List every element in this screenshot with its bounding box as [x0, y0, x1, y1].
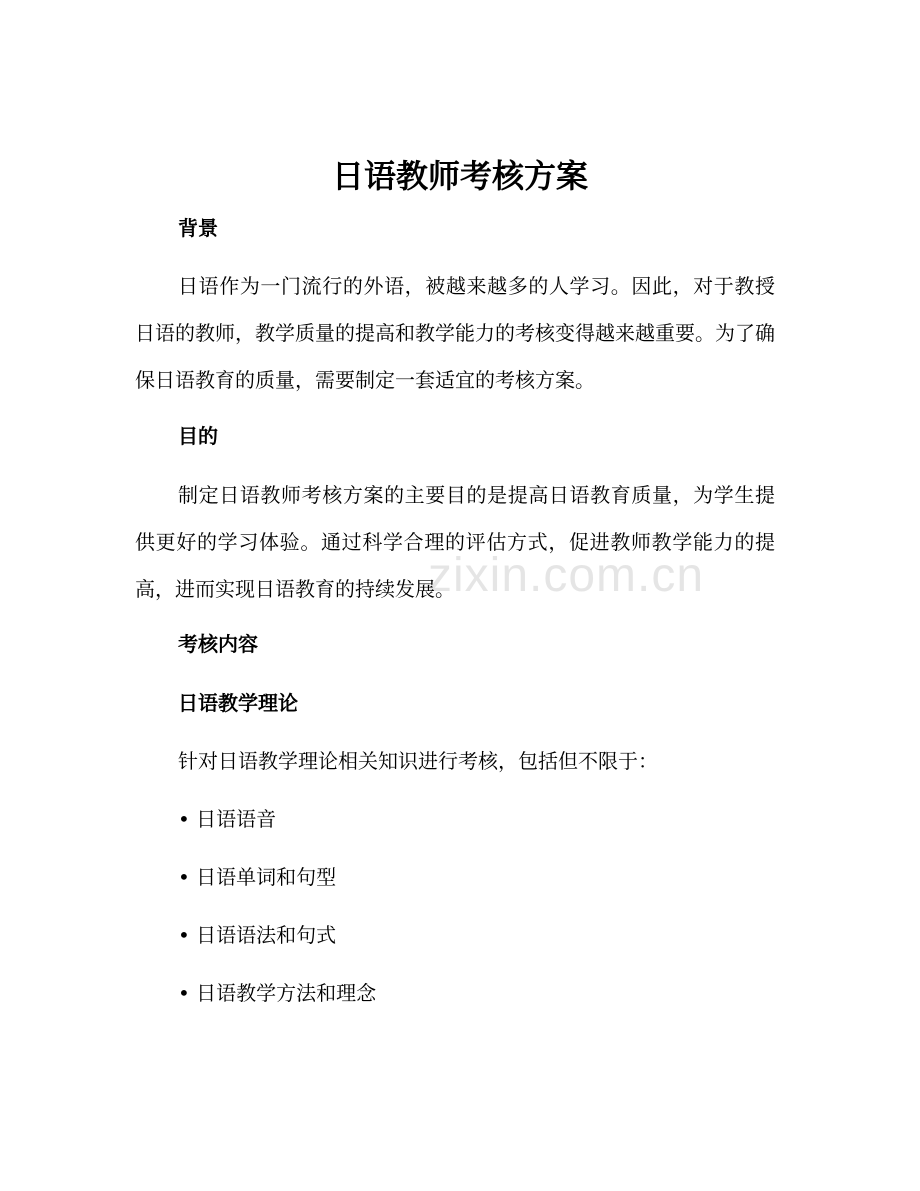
paragraph-theory-intro: 针对日语教学理论相关知识进行考核，包括但不限于： [178, 749, 658, 773]
paragraph-background: 日语作为一门流行的外语，被越来越多的人学习。因此，对于教授日语的教师，教学质量的提高和教学能力的考核变得越来越重要。为了确保日语教育的质量，需要制定一套适宜的考核方案。 [135, 274, 775, 392]
heading-theory: 日语教学理论 [178, 691, 298, 715]
heading-purpose: 目的 [178, 424, 218, 448]
paragraph-purpose: 制定日语教师考核方案的主要目的是提高日语教育质量，为学生提供更好的学习体验。通过科学合理的评估方式，促进教师教学能力的提高，进而实现日语教育的持续发展。 [135, 483, 775, 601]
document-title: 日语教师考核方案 [331, 157, 588, 195]
heading-content: 考核内容 [178, 632, 258, 656]
watermark: zixin.com.cn [428, 549, 705, 602]
heading-background: 背景 [178, 216, 218, 240]
list-item: • 日语语音 [178, 807, 277, 831]
list-item: • 日语单词和句型 [178, 865, 337, 889]
list-item: • 日语教学方法和理念 [178, 981, 377, 1005]
list-item: • 日语语法和句式 [178, 923, 337, 947]
